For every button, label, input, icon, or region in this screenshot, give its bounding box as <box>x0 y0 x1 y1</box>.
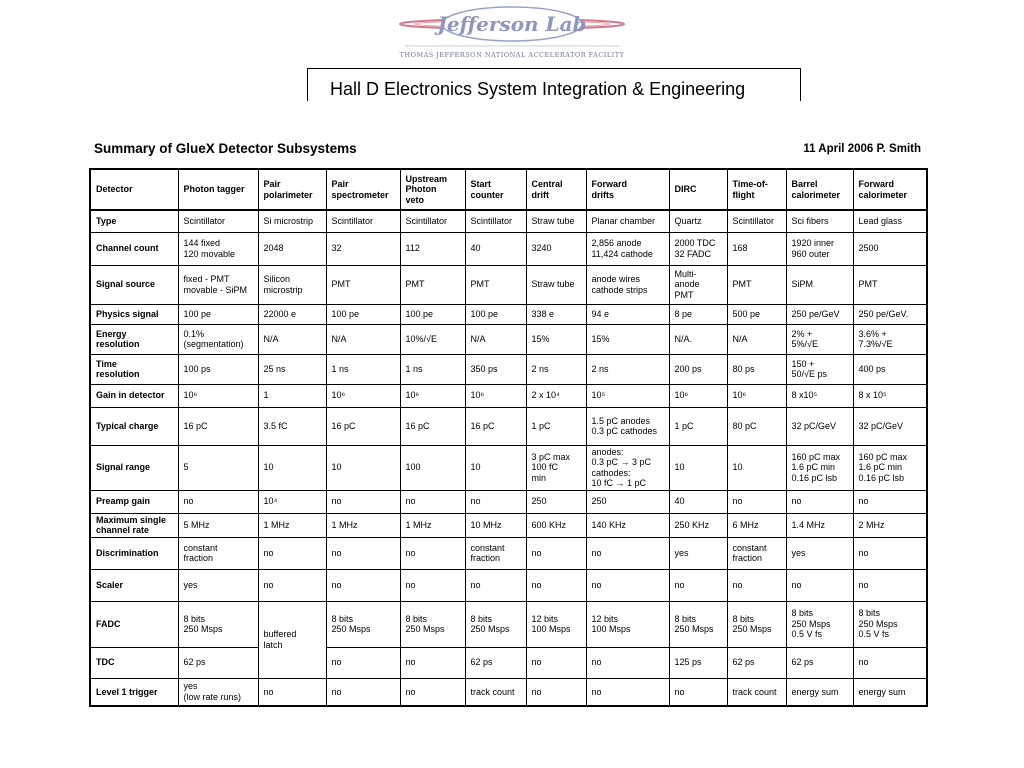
table-cell: no <box>326 490 400 513</box>
table-cell: Straw tube <box>526 265 586 304</box>
table-cell: 1 MHz <box>400 513 465 537</box>
table-cell: 5 <box>178 445 258 490</box>
table-cell: Silicon microstrip <box>258 265 326 304</box>
table-cell: 80 pC <box>727 407 786 445</box>
table-cell: Discrimination <box>90 537 178 569</box>
table-cell: 8 x10⁵ <box>786 384 853 407</box>
table-cell: no <box>669 678 727 706</box>
table-cell: Si microstrip <box>258 210 326 232</box>
table-cell: no <box>400 569 465 601</box>
table-cell: no <box>326 647 400 678</box>
table-cell: yes <box>669 537 727 569</box>
table-cell: Scintillator <box>178 210 258 232</box>
table-cell: no <box>400 537 465 569</box>
table-row <box>90 537 927 569</box>
svg-text:Jefferson Lab: Jefferson Lab <box>437 12 587 36</box>
table-cell: no <box>400 678 465 706</box>
table-cell: 16 pC <box>400 407 465 445</box>
column-header: Photon tagger <box>178 169 258 210</box>
table-cell: Lead glass <box>853 210 927 232</box>
table-cell: 500 pe <box>727 304 786 324</box>
table-cell: N/A <box>258 324 326 354</box>
table-cell: no <box>853 569 927 601</box>
table-cell: buffered latch <box>258 601 326 678</box>
table-cell: 6 MHz <box>727 513 786 537</box>
table-cell: 10⁶ <box>178 384 258 407</box>
column-header: Upstream Photon veto <box>400 169 465 210</box>
table-cell: 150 + 50/√E ps <box>786 354 853 384</box>
table-cell: energy sum <box>853 678 927 706</box>
table-cell: 3.5 fC <box>258 407 326 445</box>
table-cell: 1 <box>258 384 326 407</box>
table-cell: TDC <box>90 647 178 678</box>
table-cell: 112 <box>400 232 465 265</box>
table-cell: Signal source <box>90 265 178 304</box>
table-cell: PMT <box>400 265 465 304</box>
table-cell: 8 bits 250 Msps <box>727 601 786 647</box>
column-header: Forward calorimeter <box>853 169 927 210</box>
table-cell: 400 ps <box>853 354 927 384</box>
table-row <box>90 407 927 445</box>
table-cell: 2,856 anode 11,424 cathode <box>586 232 669 265</box>
table-cell: 140 KHz <box>586 513 669 537</box>
table-cell: N/A <box>727 324 786 354</box>
table-cell: 350 ps <box>465 354 526 384</box>
table-cell: anodes: 0.3 pC → 3 pC cathodes: 10 fC → 1 pC <box>586 445 669 490</box>
table-cell: 10 <box>465 445 526 490</box>
table-cell: 3 pC max 100 fC min <box>526 445 586 490</box>
table-cell: no <box>258 569 326 601</box>
table-cell: 160 pC max 1.6 pC min 0.16 pC lsb <box>853 445 927 490</box>
table-cell: energy sum <box>786 678 853 706</box>
column-header: Central drift <box>526 169 586 210</box>
table-cell: no <box>526 678 586 706</box>
table-cell: Physics signal <box>90 304 178 324</box>
summary-date-author: 11 April 2006 P. Smith <box>803 143 921 155</box>
table-cell: 8 bits 250 Msps <box>669 601 727 647</box>
table-cell: no <box>786 490 853 513</box>
table-cell: no <box>326 537 400 569</box>
table-cell: 12 bits 100 Msps <box>586 601 669 647</box>
table-cell: no <box>326 569 400 601</box>
table-cell: no <box>669 569 727 601</box>
column-header: Pair polarimeter <box>258 169 326 210</box>
table-cell: 1 ns <box>400 354 465 384</box>
column-header: Start counter <box>465 169 526 210</box>
table-cell: Multi- anode PMT <box>669 265 727 304</box>
table-cell: 250 pe/GeV <box>786 304 853 324</box>
table-cell: Scintillator <box>326 210 400 232</box>
table-cell: N/A <box>465 324 526 354</box>
table-cell: 16 pC <box>326 407 400 445</box>
table-cell: Typical charge <box>90 407 178 445</box>
table-cell: 15% <box>586 324 669 354</box>
table-cell: 10 <box>326 445 400 490</box>
column-header: Time-of- flight <box>727 169 786 210</box>
table-row <box>90 678 927 706</box>
table-cell: 8 bits 250 Msps <box>400 601 465 647</box>
table-cell: 0.1% (segmentation) <box>178 324 258 354</box>
table-cell: Planar chamber <box>586 210 669 232</box>
table-row <box>90 304 927 324</box>
column-header: Barrel calorimeter <box>786 169 853 210</box>
table-cell: 40 <box>465 232 526 265</box>
table-cell: 1 ns <box>326 354 400 384</box>
table-cell: 100 <box>400 445 465 490</box>
table-cell: no <box>526 537 586 569</box>
page-title: Hall D Electronics System Integration & Engineering <box>330 79 746 99</box>
table-cell: 22000 e <box>258 304 326 324</box>
table-cell: track count <box>465 678 526 706</box>
table-cell: 3.6% + 7.3%/√E <box>853 324 927 354</box>
table-cell: Scaler <box>90 569 178 601</box>
table-cell: yes <box>178 569 258 601</box>
jefferson-lab-logo-graphic <box>395 4 630 62</box>
table-cell: no <box>400 647 465 678</box>
table-cell: 250 pe/GeV. <box>853 304 927 324</box>
table-cell: 8 bits 250 Msps <box>465 601 526 647</box>
table-cell: 100 pe <box>400 304 465 324</box>
table-cell: 8 x 10⁵ <box>853 384 927 407</box>
table-cell: Gain in detector <box>90 384 178 407</box>
column-header: Forward drifts <box>586 169 669 210</box>
table-cell: no <box>853 647 927 678</box>
table-cell: no <box>526 647 586 678</box>
table-cell: 10⁶ <box>669 384 727 407</box>
table-cell: no <box>727 569 786 601</box>
table-cell: Signal range <box>90 445 178 490</box>
table-cell: no <box>586 678 669 706</box>
table-cell: Scintillator <box>400 210 465 232</box>
table-cell: 15% <box>526 324 586 354</box>
table-cell: 144 fixed 120 movable <box>178 232 258 265</box>
table-cell: 3240 <box>526 232 586 265</box>
table-cell: 200 ps <box>669 354 727 384</box>
table-cell: no <box>786 569 853 601</box>
table-cell: 32 pC/GeV <box>786 407 853 445</box>
table-cell: no <box>727 490 786 513</box>
table-cell: 1 MHz <box>326 513 400 537</box>
table-cell: Maximum single channel rate <box>90 513 178 537</box>
header-row <box>90 169 927 210</box>
table-cell: no <box>465 490 526 513</box>
table-cell: 10⁵ <box>586 384 669 407</box>
table-cell: 32 <box>326 232 400 265</box>
table-cell: yes <box>786 537 853 569</box>
table-cell: 10⁶ <box>326 384 400 407</box>
table-cell: Time resolution <box>90 354 178 384</box>
table-cell: Level 1 trigger <box>90 678 178 706</box>
table-cell: 10 <box>727 445 786 490</box>
table-cell: Channel count <box>90 232 178 265</box>
table-cell: 2000 TDC 32 FADC <box>669 232 727 265</box>
table-cell: Energy resolution <box>90 324 178 354</box>
table-cell: 160 pC max 1.6 pC min 0.16 pC lsb <box>786 445 853 490</box>
table-cell: no <box>258 537 326 569</box>
table-cell: PMT <box>853 265 927 304</box>
table-cell: 1.5 pC anodes 0.3 pC cathodes <box>586 407 669 445</box>
table-cell: no <box>400 490 465 513</box>
table-cell: no <box>526 569 586 601</box>
table-cell: no <box>465 569 526 601</box>
detector-subsystems-table <box>89 168 928 707</box>
table-cell: Type <box>90 210 178 232</box>
table-cell: PMT <box>465 265 526 304</box>
table-cell: 2 x 10⁴ <box>526 384 586 407</box>
table-cell: 600 KHz <box>526 513 586 537</box>
table-cell: 250 KHz <box>669 513 727 537</box>
table-cell: 10%/√E <box>400 324 465 354</box>
table-cell: constant fraction <box>178 537 258 569</box>
table-cell: constant fraction <box>465 537 526 569</box>
table-cell: Preamp gain <box>90 490 178 513</box>
table-cell: 16 pC <box>178 407 258 445</box>
table-row <box>90 232 927 265</box>
table-cell: 62 ps <box>178 647 258 678</box>
table-cell: 2048 <box>258 232 326 265</box>
table-cell: 338 e <box>526 304 586 324</box>
table-row <box>90 384 927 407</box>
table-cell: no <box>586 569 669 601</box>
table-cell: N/A <box>326 324 400 354</box>
table-cell: 10⁴ <box>258 490 326 513</box>
table-cell: 100 pe <box>178 304 258 324</box>
table-cell: 10 MHz <box>465 513 526 537</box>
table-cell: 40 <box>669 490 727 513</box>
table-cell: PMT <box>727 265 786 304</box>
table-cell: yes (low rate runs) <box>178 678 258 706</box>
table-cell: no <box>586 537 669 569</box>
table-cell: SiPM <box>786 265 853 304</box>
table-row <box>90 265 927 304</box>
table-cell: 1920 inner 960 outer <box>786 232 853 265</box>
table-cell: no <box>326 678 400 706</box>
table-cell: 1.4 MHz <box>786 513 853 537</box>
table-cell: 125 ps <box>669 647 727 678</box>
table-cell: 1 pC <box>669 407 727 445</box>
table-cell: 62 ps <box>465 647 526 678</box>
table-cell: constant fraction <box>727 537 786 569</box>
table-row <box>90 490 927 513</box>
table-cell: FADC <box>90 601 178 647</box>
table-cell: 10⁶ <box>400 384 465 407</box>
table-cell: 8 bits 250 Msps 0.5 V fs <box>853 601 927 647</box>
table-cell: 2 MHz <box>853 513 927 537</box>
table-cell: 62 ps <box>786 647 853 678</box>
svg-text:THOMAS JEFFERSON NATIONAL ACCE: THOMAS JEFFERSON NATIONAL ACCELERATOR FACILITY <box>399 51 625 59</box>
table-cell: track count <box>727 678 786 706</box>
table-cell: Quartz <box>669 210 727 232</box>
table-cell: 10⁶ <box>465 384 526 407</box>
table-cell: 168 <box>727 232 786 265</box>
table-cell: 1 MHz <box>258 513 326 537</box>
table-cell: no <box>586 647 669 678</box>
table-row <box>90 569 927 601</box>
table-cell: Sci fibers <box>786 210 853 232</box>
table-cell: no <box>853 490 927 513</box>
jefferson-lab-logo <box>395 4 630 62</box>
table-cell: 8 pe <box>669 304 727 324</box>
table-row <box>90 601 927 647</box>
table-row <box>90 210 927 232</box>
table-cell: 12 bits 100 Msps <box>526 601 586 647</box>
table-cell: Straw tube <box>526 210 586 232</box>
table-row <box>90 647 927 678</box>
table-cell: 2 ns <box>586 354 669 384</box>
table-row <box>90 324 927 354</box>
table-cell: 2500 <box>853 232 927 265</box>
title-banner <box>307 68 801 101</box>
table-cell: 10 <box>669 445 727 490</box>
table-cell: 100 pe <box>326 304 400 324</box>
summary-title: Summary of GlueX Detector Subsystems <box>94 141 357 156</box>
table-cell: Scintillator <box>465 210 526 232</box>
table-row <box>90 445 927 490</box>
table-cell: 1 pC <box>526 407 586 445</box>
table-cell: PMT <box>326 265 400 304</box>
table-cell: 10 <box>258 445 326 490</box>
table-cell: no <box>178 490 258 513</box>
table-cell: 100 ps <box>178 354 258 384</box>
table-cell: 80 ps <box>727 354 786 384</box>
table-cell: N/A. <box>669 324 727 354</box>
table-cell: no <box>853 537 927 569</box>
column-header: DIRC <box>669 169 727 210</box>
table-cell: 250 <box>526 490 586 513</box>
table-cell: 8 bits 250 Msps <box>178 601 258 647</box>
table-cell: 100 pe <box>465 304 526 324</box>
table-cell: Scintillator <box>727 210 786 232</box>
table-cell: 32 pC/GeV <box>853 407 927 445</box>
table-cell: 62 ps <box>727 647 786 678</box>
table-row <box>90 354 927 384</box>
table-cell: 25 ns <box>258 354 326 384</box>
table-cell: 2% + 5%/√E <box>786 324 853 354</box>
table-cell: no <box>258 678 326 706</box>
table-cell: fixed - PMT movable - SiPM <box>178 265 258 304</box>
table-cell: 94 e <box>586 304 669 324</box>
table-cell: 250 <box>586 490 669 513</box>
table-cell: 16 pC <box>465 407 526 445</box>
table-cell: 8 bits 250 Msps <box>326 601 400 647</box>
table-cell: 2 ns <box>526 354 586 384</box>
table-row <box>90 513 927 537</box>
table-cell: 10⁶ <box>727 384 786 407</box>
column-header: Pair spectrometer <box>326 169 400 210</box>
table-cell: anode wires cathode strips <box>586 265 669 304</box>
column-header: Detector <box>90 169 178 210</box>
table-cell: 5 MHz <box>178 513 258 537</box>
table-cell: 8 bits 250 Msps 0.5 V fs <box>786 601 853 647</box>
